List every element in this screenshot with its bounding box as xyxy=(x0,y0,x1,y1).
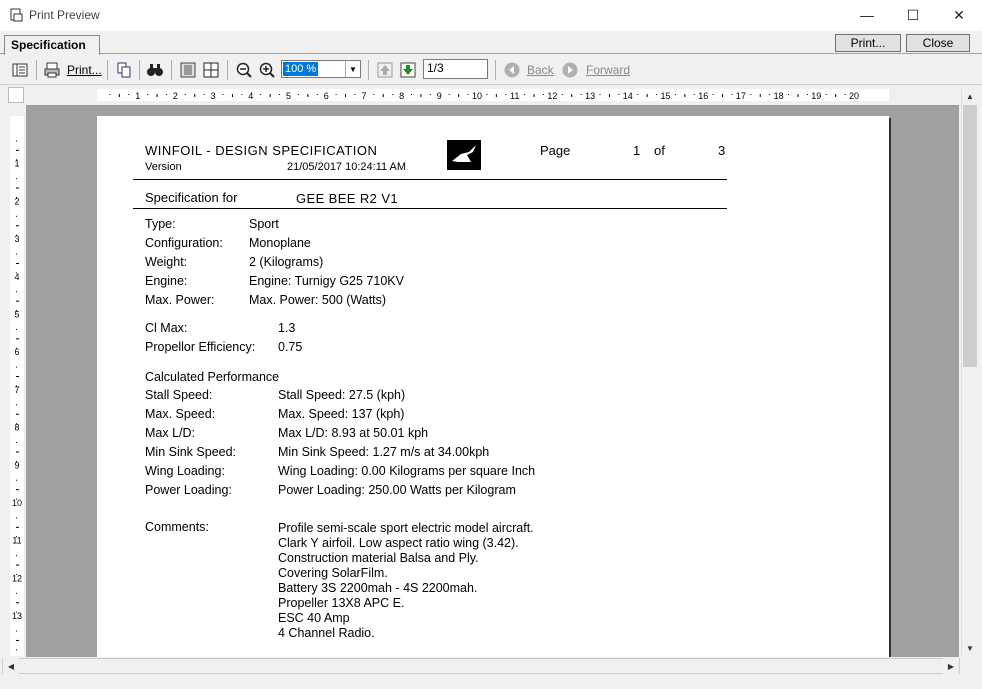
ruler-tick-label: 20 xyxy=(848,91,860,101)
tab-specification[interactable]: Specification xyxy=(4,35,100,55)
ruler-tick-label: 11 xyxy=(12,535,22,546)
ruler-tick-label: 10 xyxy=(471,91,483,101)
aero-row-label: Propellor Efficiency: xyxy=(145,340,256,354)
performance-row-label: Max. Speed: xyxy=(145,407,216,421)
page-number-input[interactable]: 1/3 xyxy=(423,59,488,79)
ruler-tick-label: 2 xyxy=(14,196,20,207)
aero-row-value: 1.3 xyxy=(278,321,296,335)
general-row-value: 2 (Kilograms) xyxy=(249,255,324,269)
page-total: 3 xyxy=(718,143,726,158)
ruler-tick-label: 1 xyxy=(135,91,141,101)
zoom-in-button[interactable] xyxy=(258,60,276,80)
close-window-button[interactable]: ✕ xyxy=(953,6,965,23)
zoom-select[interactable] xyxy=(281,60,361,78)
performance-row-label: Stall Speed: xyxy=(145,388,213,402)
binoculars-icon xyxy=(146,61,164,79)
comment-line: Battery 3S 2200mah - 4S 2200mah. xyxy=(278,581,478,595)
ruler-tick-label: 12 xyxy=(11,573,23,584)
ruler-tick-label: 15 xyxy=(660,91,671,101)
performance-row-label: Power Loading: xyxy=(145,483,232,497)
report-title: WINFOIL - DESIGN SPECIFICATION xyxy=(145,143,378,158)
ruler-tick-label: 8 xyxy=(14,422,20,433)
version-label: Version xyxy=(145,161,182,173)
performance-row-label: Max L/D: xyxy=(145,426,196,440)
copy-icon xyxy=(115,61,133,79)
performance-row-value: Max L/D: 8.93 at 50.01 kph xyxy=(278,426,429,440)
multi-page-button[interactable] xyxy=(202,60,220,80)
comment-line: Profile semi-scale sport electric model aircraft. xyxy=(278,521,534,535)
general-row-label: Configuration: xyxy=(145,236,223,250)
report-date: 21/05/2017 10:24:11 AM xyxy=(287,161,407,173)
title-bar xyxy=(0,0,982,31)
ruler-tick-label: 17 xyxy=(735,91,746,101)
tab-row xyxy=(0,31,982,54)
general-row-label: Engine: xyxy=(145,274,188,288)
ruler-tick-label: 4 xyxy=(248,91,254,101)
preview-viewport xyxy=(26,105,959,657)
ruler-tick-label: 19 xyxy=(811,91,822,101)
maximize-button[interactable]: ☐ xyxy=(906,6,920,23)
find-button[interactable] xyxy=(146,60,164,80)
preview-page xyxy=(97,116,889,657)
forward-label[interactable]: Forward xyxy=(586,63,631,77)
ruler-tick-label: 16 xyxy=(698,91,709,101)
back-arrow-icon xyxy=(503,61,521,79)
performance-row-label: Min Sink Speed: xyxy=(145,445,237,459)
next-page-button[interactable] xyxy=(399,60,417,80)
general-row-label: Weight: xyxy=(145,255,188,269)
page-number: 1 xyxy=(633,143,641,158)
close-button[interactable]: Close xyxy=(906,34,970,52)
window-title: Print Preview xyxy=(29,8,100,22)
ruler-tick-label: 1 xyxy=(14,158,20,169)
comment-line: Construction material Balsa and Ply. xyxy=(278,551,479,565)
single-page-icon xyxy=(179,61,197,79)
page-up-icon xyxy=(376,61,394,79)
performance-row-value: Power Loading: 250.00 Watts per Kilogram xyxy=(278,483,516,497)
of-label: of xyxy=(654,143,665,158)
ruler-tick-label: 4 xyxy=(14,271,20,282)
print-button[interactable]: Print... xyxy=(835,34,901,52)
ruler-tick-label: 5 xyxy=(14,309,20,320)
ruler-corner xyxy=(8,87,24,103)
back-button[interactable] xyxy=(503,60,521,80)
page-label: Page xyxy=(540,143,571,158)
zoom-out-icon xyxy=(235,61,253,79)
ruler-tick-label: 18 xyxy=(773,91,784,101)
vertical-scrollbar[interactable] xyxy=(961,88,977,656)
scroll-up-button[interactable]: ▲ xyxy=(962,88,978,104)
single-page-button[interactable] xyxy=(179,60,197,80)
scroll-left-button[interactable]: ◀ xyxy=(3,658,19,674)
general-row-value: Sport xyxy=(249,217,279,231)
ruler-tick-label: 13 xyxy=(11,611,23,622)
vertical-scroll-thumb[interactable] xyxy=(963,105,977,367)
ruler-tick-label: 8 xyxy=(399,91,405,101)
ruler-tick-label: 3 xyxy=(14,234,20,245)
performance-heading: Calculated Performance xyxy=(145,370,280,384)
aero-row-value: 0.75 xyxy=(278,340,303,354)
scroll-down-button[interactable]: ▼ xyxy=(962,640,978,656)
first-page-button[interactable] xyxy=(376,60,394,80)
performance-row-label: Wing Loading: xyxy=(145,464,225,478)
winfoil-logo-icon xyxy=(447,140,481,170)
ruler-tick-label: 9 xyxy=(14,460,20,471)
comment-line: Covering SolarFilm. xyxy=(278,566,388,580)
comments-label: Comments: xyxy=(145,520,209,534)
outline-icon xyxy=(11,61,29,79)
ruler-tick-label: 13 xyxy=(585,91,596,101)
performance-row-value: Wing Loading: 0.00 Kilograms per square Inch xyxy=(278,464,536,478)
ruler-tick-label: 9 xyxy=(436,91,442,101)
ruler-tick-label: 6 xyxy=(14,347,20,358)
general-row-label: Type: xyxy=(145,217,176,231)
ruler-tick-label: 3 xyxy=(210,91,216,101)
comments-text xyxy=(278,521,534,641)
ruler-tick-label: 14 xyxy=(622,91,633,101)
ruler-tick-label: 7 xyxy=(14,384,20,395)
forward-arrow-icon xyxy=(561,61,579,79)
header-divider xyxy=(133,179,727,180)
general-row-value: Max. Power: 500 (Watts) xyxy=(249,293,387,307)
general-row-label: Max. Power: xyxy=(145,293,215,307)
back-label[interactable]: Back xyxy=(527,63,554,77)
ruler-tick-label: 10 xyxy=(11,498,23,508)
toggle-outline-button[interactable] xyxy=(11,60,29,80)
spec-divider xyxy=(133,208,727,209)
comment-line: 4 Channel Radio. xyxy=(278,626,375,640)
toolbar-print-label: Print... xyxy=(67,63,102,77)
ruler-tick-label: 7 xyxy=(361,91,367,101)
general-row-value: Monoplane xyxy=(249,236,311,250)
chevron-down-icon[interactable]: ▼ xyxy=(345,61,360,77)
forward-button[interactable] xyxy=(561,60,579,80)
scroll-right-button[interactable]: ▶ xyxy=(943,658,959,674)
zoom-out-button[interactable] xyxy=(235,60,253,80)
performance-row-value: Stall Speed: 27.5 (kph) xyxy=(278,388,406,402)
ruler-tick-label: 5 xyxy=(285,91,292,101)
comment-line: Propeller 13X8 APC E. xyxy=(278,596,405,610)
performance-row-value: Max. Speed: 137 (kph) xyxy=(278,407,405,421)
ruler-tick-label: 2 xyxy=(172,91,178,101)
performance-row-value: Min Sink Speed: 1.27 m/s at 34.00kph xyxy=(278,445,490,459)
ruler-tick-label: 11 xyxy=(510,91,520,101)
vertical-ruler xyxy=(10,116,24,656)
comment-line: Clark Y airfoil. Low aspect ratio wing (3.42). xyxy=(278,536,519,550)
spec-for-value: GEE BEE R2 V1 xyxy=(296,191,399,206)
minimize-button[interactable]: — xyxy=(860,7,874,23)
comment-line: ESC 40 Amp xyxy=(278,611,350,625)
printer-icon xyxy=(43,61,61,79)
zoom-in-icon xyxy=(258,61,276,79)
toolbar-print-button[interactable] xyxy=(43,60,102,80)
page-down-icon xyxy=(399,61,417,79)
zoom-value: 100 % xyxy=(285,63,317,75)
print-preview-app-icon xyxy=(9,8,23,22)
general-row-value: Engine: Turnigy G25 710KV xyxy=(249,274,404,288)
horizontal-scrollbar[interactable] xyxy=(2,658,960,674)
toolbar xyxy=(0,55,982,85)
aero-row-label: Cl Max: xyxy=(145,321,188,335)
horizontal-ruler xyxy=(97,89,889,101)
spec-for-label: Specification for xyxy=(145,190,238,205)
ruler-tick-label: 6 xyxy=(323,91,329,101)
multi-page-icon xyxy=(202,61,220,79)
copy-button[interactable] xyxy=(115,60,133,80)
ruler-tick-label: 12 xyxy=(547,91,558,101)
